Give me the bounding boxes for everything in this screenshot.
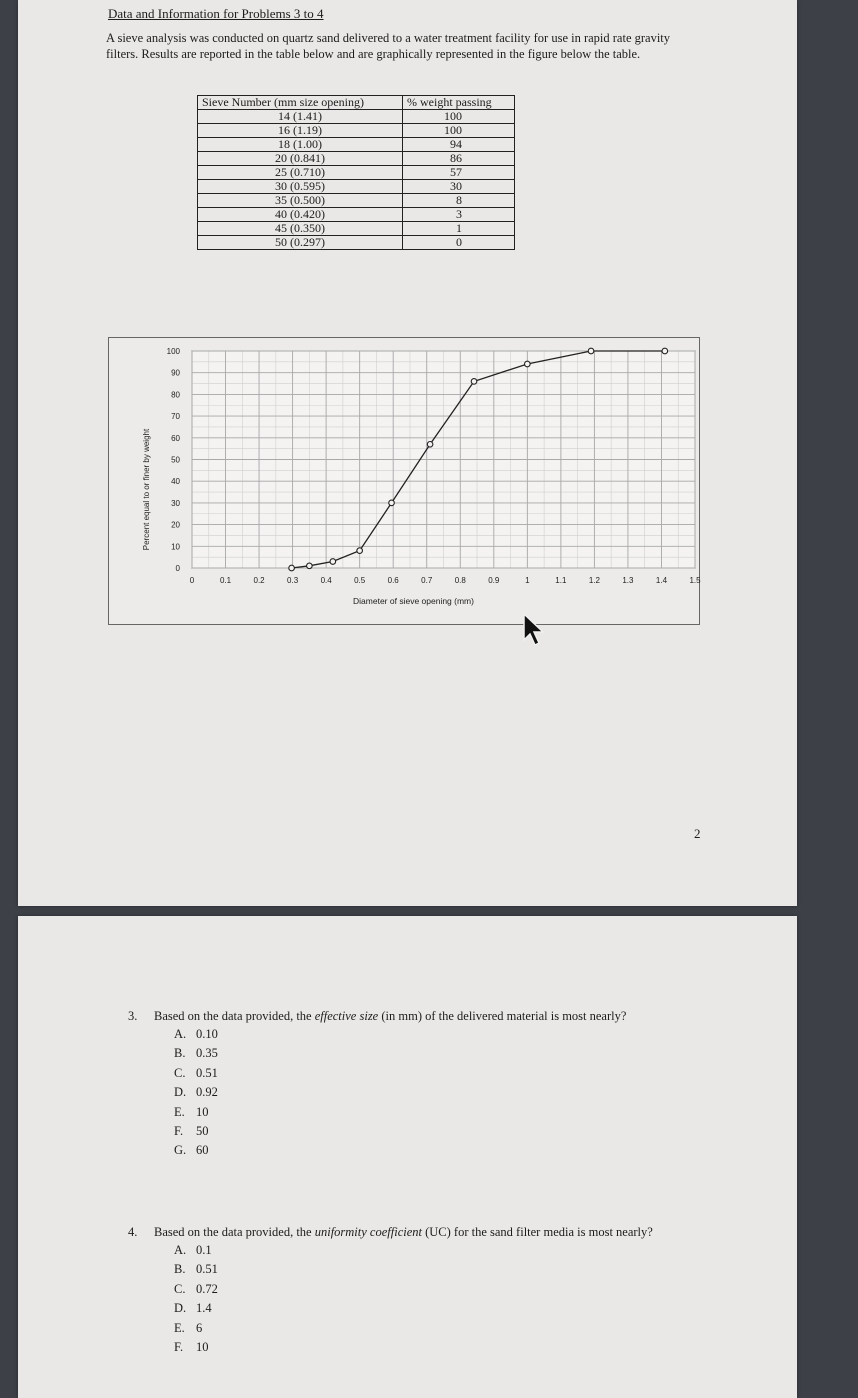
answer-option[interactable] [174,1044,698,1063]
y-tick-label: 0 [175,564,180,573]
option-text: 50 [196,1124,209,1139]
table-row [198,152,515,166]
table-row [198,208,515,222]
option-letter: G. [174,1143,187,1158]
x-tick-label: 1.4 [655,576,668,585]
option-letter: E. [174,1104,185,1119]
x-axis-label: Diameter of sieve opening (mm) [353,596,474,606]
y-tick-label: 50 [171,455,180,465]
answer-option[interactable] [174,1299,698,1318]
option-text: 0.10 [196,1027,218,1041]
answer-option[interactable] [174,1338,698,1357]
table-row [198,166,515,180]
option-letter: C. [174,1281,186,1296]
question-term: effective size [314,1009,379,1023]
data-point [471,379,477,385]
option-text: 10 [196,1340,209,1355]
option-text: 0.92 [196,1085,218,1100]
sieve-size-cell: 45 (0.350) [198,222,403,236]
data-point [427,442,433,448]
y-axis-label: Percent equal to or finer by weight [142,428,151,551]
table-row [198,222,515,236]
mouse-pointer-icon [522,612,548,653]
sieve-size-cell: 16 (1.19) [198,124,403,138]
y-tick-label: 30 [171,498,180,508]
sieve-size-cell: 50 (0.297) [198,236,403,250]
page-2 [18,916,797,1398]
y-tick-label: 90 [171,368,180,378]
data-point [389,500,395,506]
option-letter: D. [174,1085,187,1100]
y-tick-label: 10 [171,542,180,552]
sieve-size-cell: 14 (1.41) [198,110,403,124]
question-number: 4. [128,1225,138,1239]
x-tick-label: 1.5 [689,576,701,585]
x-tick-label: 0.3 [287,576,299,585]
option-text: 6 [196,1320,203,1335]
sieve-size-cell: 20 (0.841) [198,152,403,166]
percent-passing-cell: 100 [403,124,515,138]
x-tick-label: 0.6 [387,576,399,585]
percent-passing-cell: 0 [403,236,515,250]
header-sieve-number: Sieve Number (mm size opening) [198,96,403,110]
question-text-after: (UC) for the sand filter media is most nearly? [421,1225,653,1239]
option-letter: B. [174,1262,186,1277]
percent-passing-cell: 94 [403,138,515,152]
answer-option[interactable] [174,1122,698,1141]
y-tick-label: 80 [171,390,180,400]
x-tick-label: 0.1 [219,576,232,585]
data-point [330,559,336,565]
x-tick-label: 1.2 [588,576,600,585]
option-text: 0.51 [196,1065,218,1080]
data-point [307,563,313,569]
percent-passing-cell: 86 [403,152,515,166]
sieve-size-cell: 35 (0.500) [198,194,403,208]
table-row [198,236,515,250]
x-tick-label: 0.4 [320,576,332,585]
percent-passing-cell: 100 [403,110,515,124]
y-tick-label: 40 [171,477,180,487]
y-tick-label: 100 [166,347,180,356]
answer-option[interactable] [174,1280,698,1299]
question-number: 3. [128,1009,138,1023]
x-tick-label: 0.7 [421,576,433,585]
option-letter: A. [174,1243,187,1257]
option-letter: D. [174,1301,187,1316]
gradation-chart-svg [109,338,699,624]
table-row [198,110,515,124]
x-tick-label: 1 [525,576,530,585]
option-text: 60 [196,1143,209,1158]
page-1 [18,0,797,906]
question-text [154,1224,698,1240]
sieve-size-cell: 25 (0.710) [198,166,403,180]
question-term: uniformity coefficient [314,1225,422,1239]
table-row [198,124,515,138]
answer-option[interactable] [174,1241,698,1260]
option-letter: C. [174,1065,186,1080]
table-header-row [198,96,515,110]
option-text: 0.72 [196,1281,218,1296]
table-row [198,194,515,208]
question-text [154,1008,698,1024]
data-point [357,548,363,554]
x-tick-label: 1.3 [622,576,634,585]
gradation-chart [108,337,700,625]
answer-options [174,1025,698,1161]
data-point [289,565,295,571]
percent-passing-cell: 30 [403,180,515,194]
option-letter: B. [174,1046,186,1061]
x-tick-label: 1.1 [555,576,567,585]
data-point [525,361,531,367]
option-text: 0.51 [196,1262,218,1277]
page-number: 2 [694,826,701,841]
question-3 [128,1008,698,1161]
y-tick-label: 70 [171,412,180,422]
y-tick-label: 20 [171,520,180,530]
answer-option[interactable] [174,1083,698,1102]
percent-passing-cell: 8 [403,194,515,208]
y-tick-label: 60 [171,433,180,443]
data-point [662,348,668,354]
x-tick-label: 0.2 [253,576,265,585]
table-row [198,138,515,152]
answer-option[interactable] [174,1260,698,1279]
option-letter: E. [174,1320,185,1335]
answer-option[interactable] [174,1025,698,1044]
percent-passing-cell: 57 [403,166,515,180]
answer-option[interactable] [174,1103,698,1122]
percent-passing-cell: 1 [403,222,515,236]
option-text: 1.4 [196,1301,212,1316]
answer-options [174,1241,698,1357]
table-row [198,180,515,194]
intro-paragraph: A sieve analysis was conducted on quartz sand delivered to a water treatment facility for use in rapid rate gravity filters. Results are reported in the table below and are graphically represented in the figure below the table. [106,31,671,61]
section-heading: Data and Information for Problems 3 to 4 [108,6,324,21]
x-tick-label: 0.9 [488,576,500,585]
sieve-size-cell: 18 (1.00) [198,138,403,152]
question-text-before: Based on the data provided, the [154,1225,315,1239]
option-letter: F. [174,1124,184,1139]
option-letter: F. [174,1340,184,1355]
x-tick-label: 0.5 [354,576,366,585]
question-text-before: Based on the data provided, the [154,1009,315,1023]
data-point [588,348,594,354]
sieve-size-cell: 40 (0.420) [198,208,403,222]
percent-passing-cell: 3 [403,208,515,222]
question-4 [128,1224,698,1357]
x-tick-label: 0 [189,576,195,585]
answer-option[interactable] [174,1141,698,1160]
sieve-size-cell: 30 (0.595) [198,180,403,194]
question-text-after: (in mm) of the delivered material is most nearly? [378,1009,627,1023]
header-weight-passing: % weight passing [403,96,515,110]
x-tick-label: 0.8 [454,576,466,585]
option-text: 0.35 [196,1046,218,1061]
answer-option[interactable] [174,1064,698,1083]
sieve-analysis-table [197,95,515,250]
option-text: 0.1 [196,1243,212,1257]
option-letter: A. [174,1027,187,1041]
option-text: 10 [196,1104,209,1119]
answer-option[interactable] [174,1319,698,1338]
